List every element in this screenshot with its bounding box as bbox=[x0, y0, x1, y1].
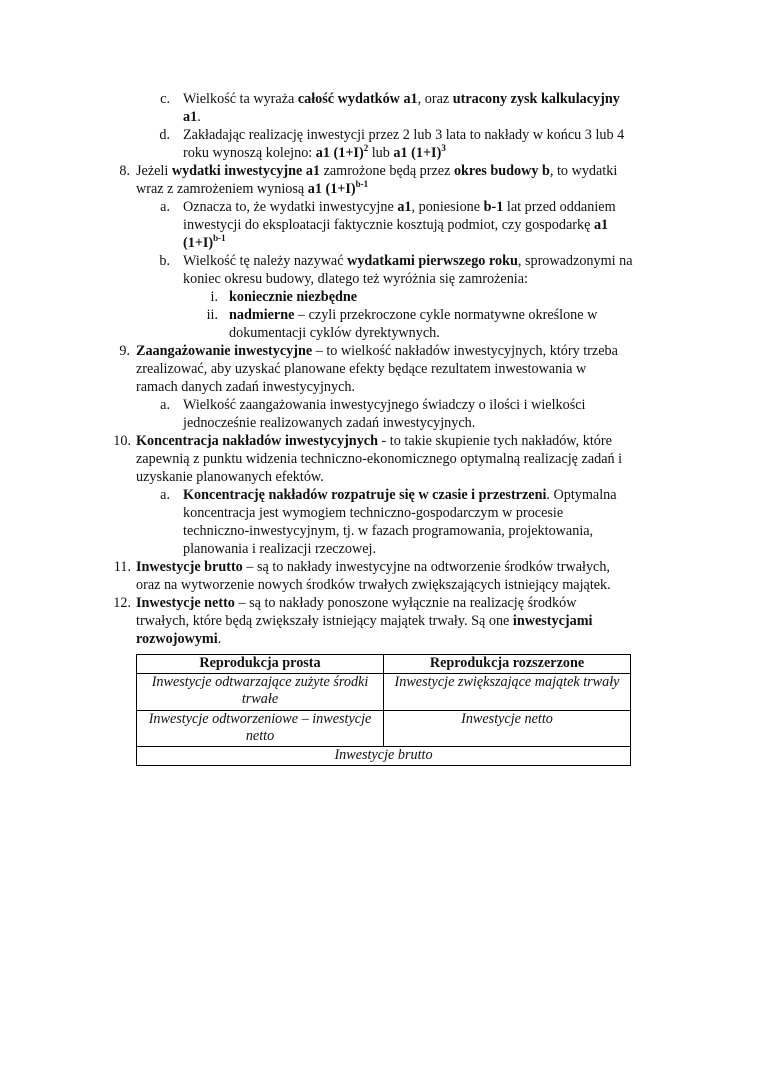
list-marker: i. bbox=[210, 289, 218, 305]
table-row bbox=[137, 710, 631, 746]
list-item-12-line-3: rozwojowymi. bbox=[136, 631, 222, 647]
list-item-12-line-2: trwałych, które będą zwiększały istniejący majątek trwały. Są one inwestycjami bbox=[136, 613, 593, 629]
list-item-8a-line-2: inwestycji do eksploatacji faktycznie kosztują podmiot, czy gospodarkę a1 bbox=[183, 217, 609, 233]
list-item-8b-line-1: Wielkość tę należy nazywać wydatkami pierwszego roku, sprowadzonymi na bbox=[183, 253, 633, 269]
list-item-10a-line-3: techniczno-inwestycyjnym, tj. w fazach programowania, projektowania, bbox=[183, 523, 594, 539]
list-item-10-line-1: Koncentracja nakładów inwestycyjnych - to takie skupienie tych nakładów, które bbox=[136, 433, 612, 449]
list-item-8a-line-3: $(1+I)^{b-1}$ bbox=[183, 233, 226, 251]
list-marker: 8. bbox=[119, 163, 130, 179]
list-item-d-line-1: Zakładając realizację inwestycji przez 2 lub 3 lata to nakłady w końcu 3 lub 4 bbox=[183, 127, 625, 143]
table-header-cell: Reprodukcja prosta bbox=[137, 655, 384, 674]
table-header-cell: Reprodukcja rozszerzone bbox=[384, 655, 631, 674]
list-item-c-line-2: a1. bbox=[183, 109, 201, 125]
table-cell: Inwestycje odtwarzające zużyte środki trwałe bbox=[137, 674, 384, 710]
list-marker: a. bbox=[160, 199, 170, 215]
list-item-8-line-2: wraz z zamrożeniem wyniosą a1 $(1+I)^{b-1}$ bbox=[136, 179, 369, 197]
reproduction-table bbox=[136, 654, 631, 766]
list-marker: b. bbox=[159, 253, 170, 269]
list-item-10-line-3: uzyskanie planowanych efektów. bbox=[136, 469, 324, 485]
table-footer-row bbox=[137, 747, 631, 766]
table-footer-cell: Inwestycje brutto bbox=[137, 747, 631, 766]
list-item-11-line-1: Inwestycje brutto – są to nakłady inwestycyjne na odtworzenie środków trwałych, bbox=[136, 559, 610, 575]
list-marker: 11. bbox=[113, 559, 131, 575]
list-marker: d. bbox=[159, 127, 170, 143]
table-cell: Inwestycje zwiększające majątek trwały bbox=[384, 674, 631, 710]
list-item-9-line-1: Zaangażowanie inwestycyjne – to wielkość nakładów inwestycyjnych, który trzeba bbox=[136, 343, 618, 359]
list-item-10a-line-1: Koncentrację nakładów rozpatruje się w czasie i przestrzeni. Optymalna bbox=[183, 487, 617, 503]
list-marker: 12. bbox=[113, 595, 131, 611]
list-marker: c. bbox=[160, 91, 170, 107]
list-item-9-line-2: zrealizować, aby uzyskać planowane efekty będące rezultatem inwestowania w bbox=[136, 361, 587, 377]
list-marker: 10. bbox=[113, 433, 131, 449]
list-item-10a-line-2: koncentracja jest wymogiem techniczno-gospodarczym w procesie bbox=[183, 505, 564, 521]
table-cell: Inwestycje netto bbox=[384, 710, 631, 746]
list-item-c-line-1: Wielkość ta wyraża całość wydatków a1, oraz utracony zysk kalkulacyjny bbox=[183, 91, 620, 107]
list-item-10a-line-4: planowania i realizacji rzeczowej. bbox=[183, 541, 376, 557]
table-row bbox=[137, 674, 631, 710]
list-item-8b-line-2: koniec okresu budowy, dlatego też wyróżnia się zamrożenia: bbox=[183, 271, 528, 287]
list-item-11-line-2: oraz na wytworzenie nowych środków trwałych zwiększających istniejący majątek. bbox=[136, 577, 611, 593]
table-header-row bbox=[137, 655, 631, 674]
list-item-12-line-1: Inwestycje netto – są to nakłady ponoszone wyłącznie na realizację środków bbox=[136, 595, 577, 611]
list-item-d-line-2: roku wynoszą kolejno: a1 $(1+I)^2$ lub a1 $(1+I)^3$ bbox=[183, 143, 446, 161]
list-item-8b-ii-line-1: nadmierne – czyli przekroczone cykle normatywne określone w bbox=[229, 307, 598, 323]
list-marker: ii. bbox=[206, 307, 218, 323]
list-marker: a. bbox=[160, 397, 170, 413]
list-item-8-line-1: Jeżeli wydatki inwestycyjne a1 zamrożone będą przez okres budowy b, to wydatki bbox=[136, 163, 618, 179]
list-item-8b-ii-line-2: dokumentacji cyklów dyrektywnych. bbox=[229, 325, 440, 341]
list-item-10-line-2: zapewnią z punktu widzenia techniczno-ekonomicznego optymalną realizację zadań i bbox=[136, 451, 623, 467]
list-marker: 9. bbox=[119, 343, 130, 359]
list-item-9-line-3: ramach danych zadań inwestycyjnych. bbox=[136, 379, 356, 395]
list-item-9a-line-1: Wielkość zaangażowania inwestycyjnego świadczy o ilości i wielkości bbox=[183, 397, 586, 413]
list-item-9a-line-2: jednocześnie realizowanych zadań inwestycyjnych. bbox=[183, 415, 476, 431]
list-item-8a-line-1: Oznacza to, że wydatki inwestycyjne a1, poniesione b-1 lat przed oddaniem bbox=[183, 199, 616, 215]
list-marker: a. bbox=[160, 487, 170, 503]
list-item-8b-i: koniecznie niezbędne bbox=[229, 289, 358, 305]
table-cell: Inwestycje odtworzeniowe – inwestycje netto bbox=[137, 710, 384, 746]
